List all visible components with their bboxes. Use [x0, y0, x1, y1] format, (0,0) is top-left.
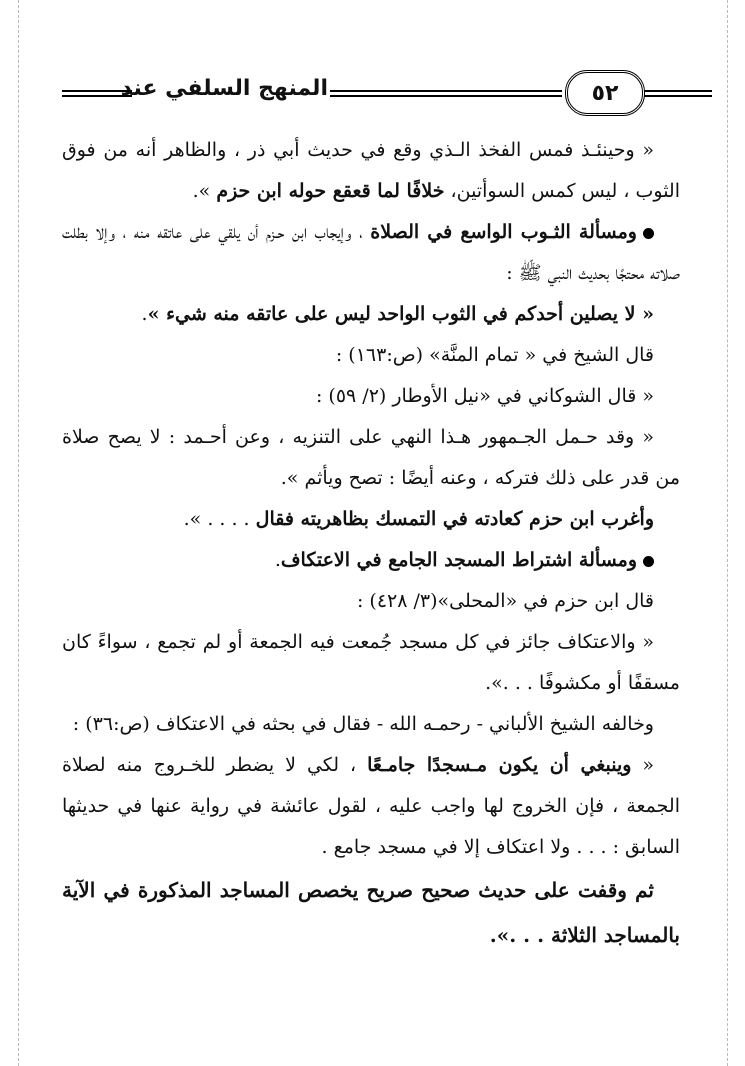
header-rule-left [62, 90, 132, 97]
page-number-badge [565, 70, 645, 116]
paragraph-7: وأغرب ابن حزم كعادته في التمسك بظاهريته فقال . . . . ». [183, 508, 654, 530]
paragraph-3-hadith: « لا يصلين أحدكم في الثوب الواحد ليس على عاتقه منه شيء ». [141, 303, 654, 325]
paragraph-2: ومسألة الثـوب الواسع في الصلاة ، وإيجاب ابن حـزم أن يلقي على عاتقه منه ، وإلا بطلت صلاته محتجًا بحديث النبي ﷺ : [62, 221, 680, 284]
bullet-icon [643, 556, 654, 567]
paragraph-11: وخالفه الشيخ الألباني - رحمـه الله - فقال في بحثه في الاعتكاف (ص:٣٦) : [72, 713, 654, 735]
paragraph-8: ومسألة اشتراط المسجد الجامع في الاعتكاف. [62, 540, 680, 581]
paragraph-6: « وقد حـمل الجـمهور هـذا النهي على التنزيه ، وعن أحـمد : لا يصح صلاة من قدر على ذلك فتركه ، وعنه أيضًا : تصح ويأثم ». [62, 426, 680, 489]
paragraph-10: « والاعتكاف جائز في كل مسجد جُمعت فيه الجمعة أو لم تجمع ، سواءً كان مسقفًا أو مكشوفًا . . .». [62, 631, 680, 694]
scan-border-left [18, 0, 19, 1066]
running-title: المنهج السلفي عند [120, 76, 328, 101]
bullet-icon [643, 228, 654, 239]
paragraph-1: « وحينئـذ فمس الفخذ الـذي وقع في حديث أبي ذر ، والظاهر أنه من فوق الثوب ، ليس كمس السوأتين، خلافًا لما قعقع حوله ابن حزم ». [62, 139, 680, 202]
page-header [62, 68, 682, 118]
page-body [62, 130, 680, 958]
scan-border-right [727, 0, 728, 1066]
paragraph-5: « قال الشوكاني في «نيل الأوطار (٢/ ٥٩) : [315, 385, 654, 407]
page-number: ٥٢ [591, 80, 619, 106]
header-rule-right [642, 90, 712, 97]
header-rule-middle [330, 90, 562, 97]
paragraph-12: « وينبغي أن يكون مـسجدًا جامـعًا ، لكي لا يضطر للخـروج منه لصلاة الجمعة ، فإن الخروج لها واجب عليه ، لقول عائشة في رواية عنها في حديثها السابق : . . . ولا اعتكاف إلا في مسجد جامع . [62, 754, 680, 858]
paragraph-4: قال الشيخ في « تمام المنَّة» (ص:١٦٣) : [335, 344, 654, 366]
paragraph-9: قال ابن حزم في «المحلى»(٣/ ٤٢٨) : [356, 590, 654, 612]
paragraph-13: ثم وقفت على حديث صحيح صريح يخصص المساجد المذكورة في الآية بالمساجد الثلاثة . . .». [62, 878, 680, 947]
